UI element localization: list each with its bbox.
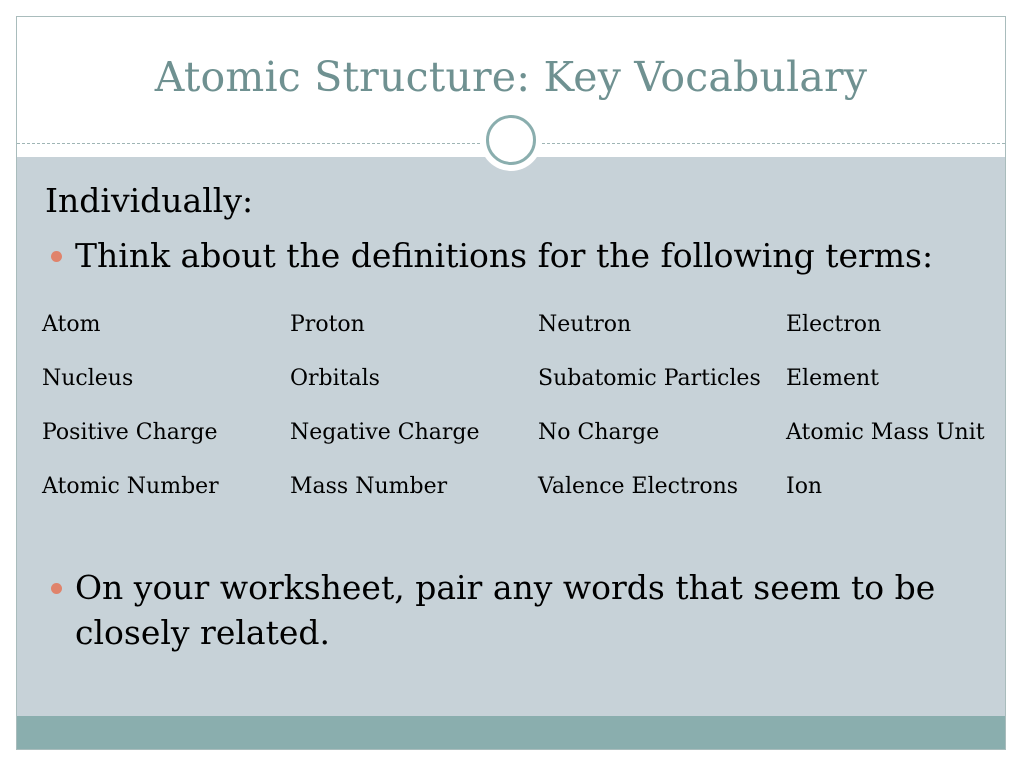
term-item: Orbitals: [290, 366, 380, 391]
footer-bar: [17, 716, 1005, 750]
term-item: No Charge: [538, 420, 660, 445]
term-item: Electron: [786, 312, 882, 337]
bullet-text: Think about the definitions for the following terms:: [75, 236, 934, 275]
circle-bullet-icon: [51, 583, 62, 594]
term-item: Subatomic Particles: [538, 366, 761, 391]
terms-row: [42, 420, 1002, 474]
terms-row: [42, 366, 1002, 420]
term-item: Ion: [786, 474, 823, 499]
term-item: Proton: [290, 312, 365, 337]
term-item: Mass Number: [290, 474, 448, 499]
terms-row: [42, 474, 1002, 528]
slide: [16, 16, 1006, 750]
slide-title: Atomic Structure: Key Vocabulary: [154, 53, 868, 101]
term-item: Element: [786, 366, 880, 391]
bullet-pair-words: [51, 565, 991, 665]
bullet-text: On your worksheet, pair any words that seem to be closely related.: [75, 568, 936, 652]
term-item: Atom: [42, 312, 101, 337]
term-item: Nucleus: [42, 366, 134, 391]
term-item: Atomic Number: [42, 474, 219, 499]
circle-bullet-icon: [51, 251, 62, 262]
ring-icon: [480, 109, 542, 171]
term-item: Negative Charge: [290, 420, 480, 445]
bullet-think-definitions: [51, 233, 991, 283]
term-item: Valence Electrons: [538, 474, 739, 499]
term-item: Positive Charge: [42, 420, 218, 445]
term-item: Neutron: [538, 312, 632, 337]
terms-row: [42, 312, 1002, 366]
intro-text: Individually:: [45, 181, 254, 220]
ring-inner: [486, 115, 536, 165]
term-item: Atomic Mass Unit: [786, 420, 985, 445]
terms-grid: [42, 312, 1002, 528]
